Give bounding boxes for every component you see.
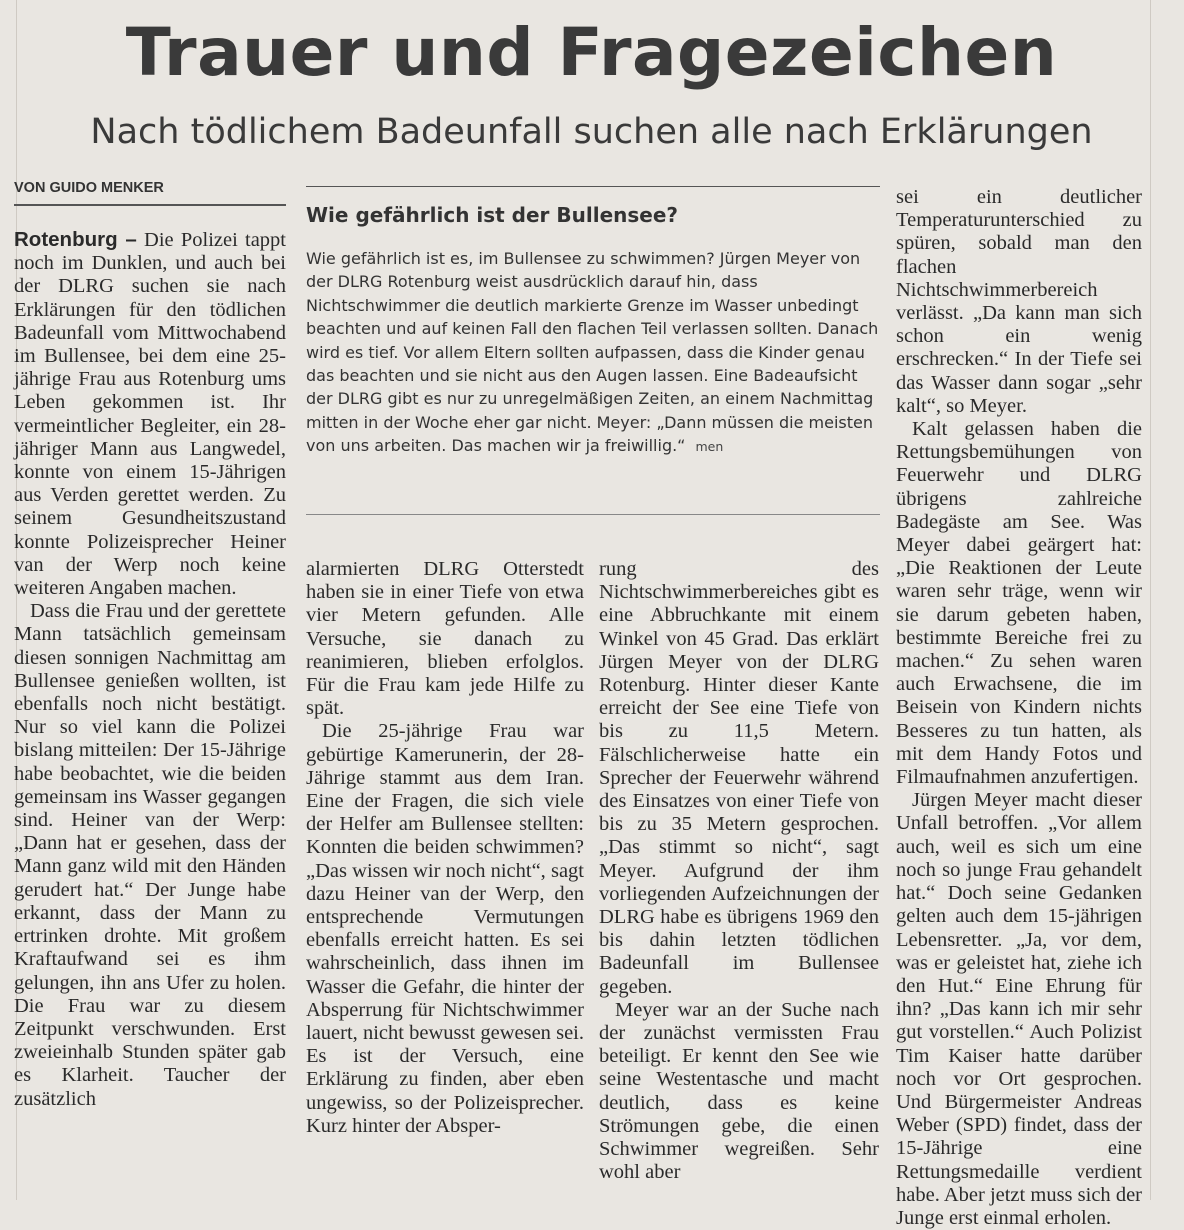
- byline: VON GUIDO MENKER: [14, 180, 164, 196]
- article-column-1: [14, 228, 286, 1111]
- article-paragraph: rung des Nichtschwimmerbereiches gibt es eine Abbruchkante mit einem Winkel von 45 Grad. Das erklärt Jürgen Meyer von der DLRG Rotenburg. Hinter dieser Kante erreicht der See eine Tiefe von bis zu 11,5 Metern. Fälschlicherweise hatte ein Sprecher der Feuerwehr während des Einsatzes von einer Tiefe von bis zu 35 Metern gesprochen. „Das stimmt so nicht“, sagt Meyer. Aufgrund der ihm vorliegenden Aufzeichnungen der DLRG habe es übrigens 1969 den bis dahin letzten tödlichen Badeunfall im Bullensee gegeben.: [599, 558, 879, 998]
- author-signature: men: [695, 439, 724, 455]
- article-paragraph: Jürgen Meyer macht dieser Unfall betroffen. „Vor allem auch, weil es sich um eine noch so junge Frau gehandelt hat.“ Doch seine Gedanken gelten auch dem 15-jährigen Lebensretter. „Ja, vor dem, was er geleistet hat, ziehe ich den Hut.“ Eine Ehrung für ihn? „Das kann ich mir sehr gut vorstellen.“ Auch Polizist Tim Kaiser hatte darüber noch vor Ort gesprochen. Und Bürgermeister Andreas Weber (SPD) findet, dass der 15-Jährige eine Rettungsmedaille verdient habe. Aber jetzt muss sich der Junge erst einmal erholen.: [896, 789, 1142, 1229]
- article-paragraph: Die 25-jährige Frau war gebürtige Kamerunerin, der 28-Jährige stammt aus dem Iran. Eine der Fragen, die sich viele der Helfer am Bullensee stellten: Konnten die beiden schwimmen? „Das wissen wir noch nicht“, sagt dazu Heiner van der Werp, den entsprechende Vermutungen ebenfalls erreicht hatten. Es sei wahrscheinlich, dass ihnen im Wasser die Gefahr, die hinter der Absperrung für Nichtschwimmer lauert, nicht bewusst gewesen sei. Es ist der Versuch, eine Erklärung zu finden, aber eben ungewiss, so der Polizeisprecher. Kurz hinter der Absper-: [306, 720, 584, 1137]
- article-paragraph: sei ein deutlicher Temperaturunterschied zu spüren, sobald man den flachen Nichtschwimmerbereich verlässt. „Da kann man sich schon ein wenig erschrecken.“ In der Tiefe sei das Wasser dann sogar „sehr kalt“, so Meyer.: [896, 186, 1142, 417]
- sidebar-box-top-rule: [306, 186, 880, 187]
- article-column-3: [599, 558, 879, 1184]
- sidebar-box-body: [306, 247, 880, 459]
- article-column-2: [306, 558, 584, 1138]
- sidebar-box-title: Wie gefährlich ist der Bullensee?: [306, 203, 679, 227]
- article-paragraph: Kalt gelassen haben die Rettungsbemühungen von Feuerwehr und DLRG übrigens zahlreiche Badegäste am See. Was Meyer dabei geärgert hat: „Die Reaktionen der Leute waren sehr träge, wenn wir sie darum gebeten haben, bestimmte Bereiche frei zu machen.“ Zu sehen waren auch Erwachsene, die im Beisein von Kindern nichts Besseres zu tun hatten, als mit dem Handy Fotos und Filmaufnahmen anzufertigen.: [896, 418, 1142, 789]
- paragraph-text: Die Polizei tappt noch im Dunklen, und auch bei der DLRG suchen sie nach Erklärungen für den tödlichen Badeunfall vom Mittwochabend im Bullensee, bei dem eine 25-jährige Frau aus Rotenburg ums Leben gekommen ist. Ihr vermeintlicher Begleiter, ein 28-jähriger Mann aus Langwedel, konnte von einem 15-Jährigen aus Verden gerettet werden. Zu seinem Gesundheitszustand konnte Polizeisprecher Heiner van der Werp noch keine weiteren Angaben machen.: [14, 229, 286, 600]
- article-paragraph: [14, 228, 286, 600]
- sidebar-box-bottom-rule: [306, 514, 880, 515]
- sidebar-box-text: Wie gefährlich ist es, im Bullensee zu schwimmen? Jürgen Meyer von der DLRG Rotenburg weist ausdrücklich darauf hin, dass Nichtschwimmer die deutlich markierte Grenze im Wasser unbedingt beachten und auf keinen Fall den flachen Teil verlassen sollten. Danach wird es tief. Vor allem Eltern sollten aufpassen, dass die Kinder genau das beachten und sie nicht aus den Augen lassen. Eine Badeaufsicht der DLRG gibt es nur zu unregelmäßigen Zeiten, an einem Nachmittag mitten in der Woche eher gar nicht. Meyer: „Dann müssen die meisten von uns arbeiten. Das machen wir ja freiwillig.“: [306, 249, 879, 456]
- article-paragraph: Dass die Frau und der gerettete Mann tatsächlich gemeinsam diesen sonnigen Nachmittag am Bullensee genießen wollten, ist ebenfalls noch nicht bestätigt. Nur so viel kann die Polizei bislang mitteilen: Der 15-Jährige habe beobachtet, wie die beiden gemeinsam ins Wasser gegangen sind. Heiner van der Werp: „Dann hat er gesehen, dass der Mann ganz wild mit den Händen gerudert hat.“ Der Junge habe erkannt, dass der Mann zu ertrinken drohte. Mit großem Kraftaufwand sei es ihm gelungen, ihn ans Ufer zu holen. Die Frau war zu diesem Zeitpunkt verschwunden. Erst zweieinhalb Stunden später gab es Klarheit. Taucher der zusätzlich: [14, 600, 286, 1110]
- article-paragraph: Meyer war an der Suche nach der zunächst vermissten Frau beteiligt. Er kennt den See wie seine Westentasche und macht deutlich, dass es keine Strömungen gebe, die einen Schwimmer wegreißen. Sehr wohl aber: [599, 998, 879, 1184]
- headline: Trauer und Fragezeichen: [125, 14, 1058, 91]
- article-paragraph: alarmierten DLRG Otterstedt haben sie in einer Tiefe von etwa vier Metern gefunden. Alle Versuche, sie danach zu reanimieren, blieben erfolglos. Für die Frau kam jede Hilfe zu spät.: [306, 558, 584, 720]
- subheadline: Nach tödlichem Badeunfall suchen alle nach Erklärungen: [90, 112, 1093, 152]
- dateline: Rotenburg –: [14, 228, 137, 251]
- article-column-4: [896, 186, 1142, 1230]
- adjacent-column-bleed-right: [1150, 0, 1184, 1200]
- byline-rule: [14, 204, 286, 206]
